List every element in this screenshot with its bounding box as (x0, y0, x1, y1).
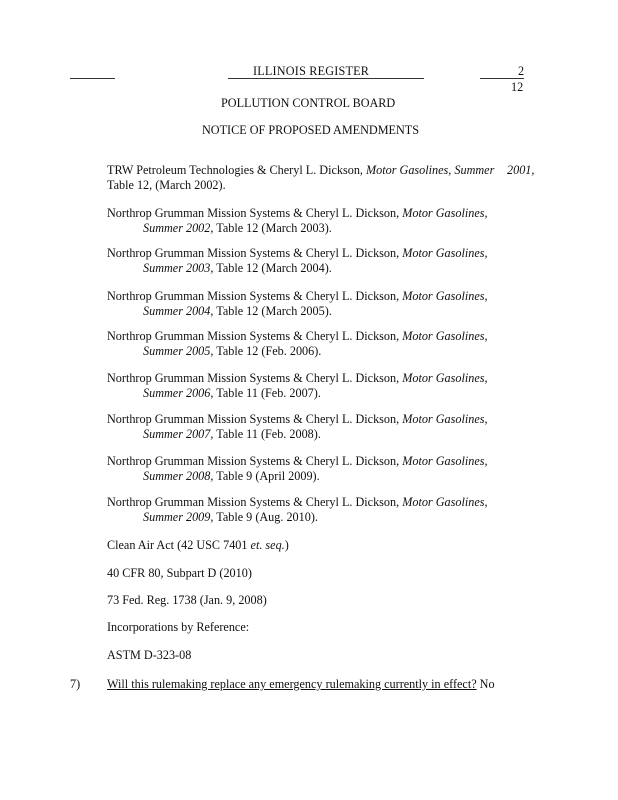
reference-author: Northrop Grumman Mission Systems & Cheryl L. Dickson, (107, 495, 403, 509)
reference-author: Northrop Grumman Mission Systems & Cheryl L. Dickson, (107, 454, 403, 468)
reference-item (107, 289, 557, 319)
header-rule-left (70, 78, 115, 79)
fed-reg-reference: 73 Fed. Reg. 1738 (Jan. 9, 2008) (107, 593, 267, 607)
caa-text: Clean Air Act (42 USC 7401 (107, 538, 251, 552)
reference-title: Motor Gasolines, (402, 495, 488, 509)
reference-edition: Summer 2002 (143, 221, 211, 235)
page-subnumber: 12 (511, 80, 524, 94)
reference-detail: , Table 12 (March 2003). (210, 221, 332, 235)
reference-edition: Summer 2008 (143, 469, 211, 483)
reference-detail: Table 12, (March 2002). (107, 178, 226, 192)
reference-author: Northrop Grumman Mission Systems & Cheryl L. Dickson, (107, 206, 403, 220)
reference-author: Northrop Grumman Mission Systems & Cheryl L. Dickson, (107, 371, 403, 385)
reference-title: Motor Gasolines, (402, 246, 488, 260)
caa-et-seq: et. seq. (250, 538, 285, 552)
reference-edition: Summer 2009 (143, 510, 211, 524)
reference-edition: Summer 2007 (143, 427, 211, 441)
reference-title: Motor Gasolines, Summer (366, 163, 495, 177)
incorporations-label: Incorporations by Reference: (107, 620, 250, 634)
question-number: 7) (70, 677, 81, 691)
reference-title: Motor Gasolines, (402, 412, 488, 426)
reference-author: Northrop Grumman Mission Systems & Cheryl L. Dickson, (107, 329, 403, 343)
reference-edition: Summer 2003 (143, 261, 211, 275)
question-text: Will this rulemaking replace any emergency rulemaking currently in effect? (107, 677, 477, 691)
reference-detail: , Table 9 (Aug. 2010). (210, 510, 318, 524)
reference-author: Northrop Grumman Mission Systems & Cheryl L. Dickson, (107, 246, 403, 260)
reference-detail: , Table 12 (March 2004). (210, 261, 332, 275)
reference-item (107, 412, 557, 442)
astm-reference: ASTM D-323-08 (107, 648, 192, 662)
reference-item (107, 454, 557, 484)
reference-title: Motor Gasolines, (402, 371, 488, 385)
reference-item (107, 495, 557, 525)
caa-close: ) (284, 538, 289, 552)
reference-edition: Summer 2005 (143, 344, 211, 358)
reference-edition: Summer 2004 (143, 304, 211, 318)
page-number: 2 (518, 64, 525, 78)
reference-title: Motor Gasolines, (402, 454, 488, 468)
reference-item (107, 163, 557, 193)
reference-detail: , Table 9 (April 2009). (210, 469, 320, 483)
reference-title: Motor Gasolines, (402, 289, 488, 303)
question-answer: No (479, 677, 495, 691)
reference-item (107, 329, 557, 359)
reference-author: Northrop Grumman Mission Systems & Cheryl L. Dickson, (107, 289, 403, 303)
header-title: ILLINOIS REGISTER (253, 64, 370, 78)
board-name: POLLUTION CONTROL BOARD (221, 96, 396, 110)
reference-detail: , Table 12 (March 2005). (210, 304, 332, 318)
clean-air-act-reference (107, 538, 289, 553)
reference-detail: , Table 12 (Feb. 2006). (210, 344, 322, 358)
reference-title: Motor Gasolines, (402, 206, 488, 220)
reference-item (107, 246, 557, 276)
reference-year: 2001, (507, 163, 535, 177)
cfr-reference: 40 CFR 80, Subpart D (2010) (107, 566, 252, 580)
reference-detail: , Table 11 (Feb. 2008). (210, 427, 321, 441)
question-7 (107, 677, 495, 692)
reference-edition: Summer 2006 (143, 386, 211, 400)
reference-item (107, 371, 557, 401)
reference-title: Motor Gasolines, (402, 329, 488, 343)
reference-detail: , Table 11 (Feb. 2007). (210, 386, 321, 400)
notice-heading: NOTICE OF PROPOSED AMENDMENTS (202, 123, 420, 137)
reference-author: Northrop Grumman Mission Systems & Cheryl L. Dickson, (107, 412, 403, 426)
reference-item (107, 206, 557, 236)
reference-author: TRW Petroleum Technologies & Cheryl L. Dickson, (107, 163, 367, 177)
